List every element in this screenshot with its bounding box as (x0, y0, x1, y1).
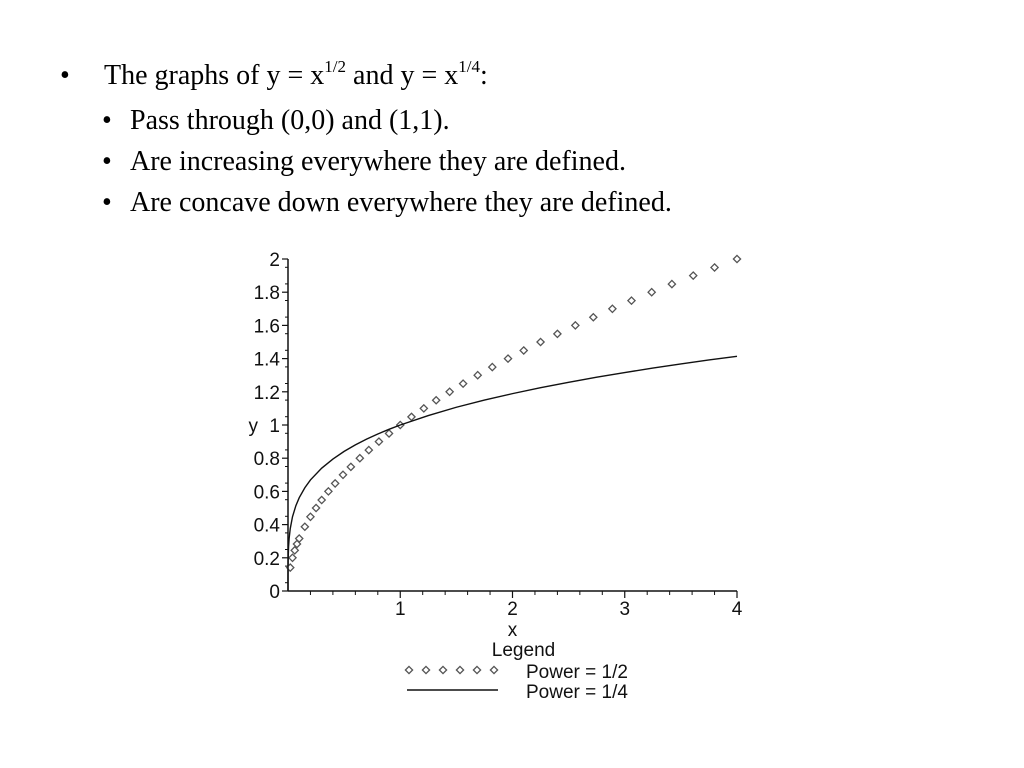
legend-marker-power-half (439, 666, 446, 673)
y-tick-label: 2 (269, 250, 280, 271)
data-point-power-half (711, 264, 718, 271)
data-point-power-half (609, 305, 616, 312)
data-point-power-half (318, 496, 325, 503)
data-point-power-half (668, 280, 675, 287)
main-bullet-prefix: The graphs of y = x (104, 60, 325, 91)
main-bullet-middle: and y = x (346, 60, 459, 91)
sub-bullet-text: Are concave down everywhere they are defined. (130, 187, 672, 218)
y-axis-label: y (248, 416, 258, 437)
y-tick-label: 1.2 (253, 382, 280, 404)
data-point-power-half (375, 438, 382, 445)
y-tick-label: 0 (269, 582, 280, 603)
data-point-power-half (347, 463, 354, 470)
x-tick-label: 3 (619, 599, 631, 620)
sub-bullet-text: Pass through (0,0) and (1,1). (130, 105, 450, 136)
data-point-power-half (408, 413, 415, 420)
data-point-power-half (504, 355, 511, 362)
y-tick-label: 0.2 (253, 548, 280, 570)
data-point-power-half (733, 255, 740, 262)
series-power-half (287, 255, 741, 571)
data-point-power-half (325, 488, 332, 495)
x-tick-label: 1 (394, 599, 406, 620)
chart-axes (249, 250, 743, 641)
legend-title: Legend (491, 640, 556, 661)
data-point-power-half (312, 504, 319, 511)
data-point-power-half (433, 397, 440, 404)
x-tick-label: 4 (731, 599, 743, 620)
data-point-power-half (446, 388, 453, 395)
data-point-power-half (537, 338, 544, 345)
data-point-power-half (289, 554, 296, 561)
y-tick-label: 1.8 (253, 283, 280, 305)
data-point-power-half (648, 289, 655, 296)
data-point-power-half (628, 297, 635, 304)
data-point-power-half (332, 480, 339, 487)
main-bullet-suffix: : (479, 60, 488, 91)
legend-label-power-quarter: Power = 1/4 (526, 682, 628, 703)
chart-legend (405, 640, 628, 703)
data-point-power-half (572, 322, 579, 329)
data-point-power-half (420, 405, 427, 412)
line-power-quarter (288, 356, 737, 591)
y-tick-label: 0.8 (253, 449, 280, 471)
x-tick-label: 2 (507, 599, 518, 620)
data-point-power-half (356, 455, 363, 462)
legend-marker-power-half (422, 666, 429, 673)
data-point-power-half (474, 372, 481, 379)
data-point-power-half (307, 513, 314, 520)
legend-marker-power-half (405, 666, 412, 673)
legend-label-power-half: Power = 1/2 (526, 662, 628, 683)
data-point-power-half (690, 272, 697, 279)
data-point-power-half (489, 363, 496, 370)
data-point-power-half (365, 446, 372, 453)
y-tick-label: 0.6 (253, 482, 280, 504)
sub-bullet-text: Are increasing everywhere they are defined. (130, 146, 626, 177)
legend-marker-power-half (456, 666, 463, 673)
legend-marker-power-half (490, 666, 497, 673)
data-point-power-half (520, 347, 527, 354)
data-point-power-half (554, 330, 561, 337)
exponent-quarter: 1/4 (458, 57, 480, 76)
y-tick-label: 1.6 (253, 316, 280, 338)
bullet-dot: • (102, 105, 112, 136)
series-power-quarter (288, 356, 737, 591)
bullet-dot: • (102, 187, 112, 218)
y-tick-label: 1.4 (253, 349, 280, 371)
data-point-power-half (339, 471, 346, 478)
data-point-power-half (460, 380, 467, 387)
data-point-power-half (590, 314, 597, 321)
legend-marker-power-half (473, 666, 480, 673)
bullet-dot: • (102, 146, 112, 177)
x-axis-label: x (507, 620, 518, 641)
bullet-dot: • (60, 60, 70, 91)
data-point-power-half (301, 523, 308, 530)
exponent-half: 1/2 (324, 57, 347, 76)
y-tick-label: 0.4 (253, 515, 280, 537)
y-tick-label: 1 (269, 416, 280, 437)
